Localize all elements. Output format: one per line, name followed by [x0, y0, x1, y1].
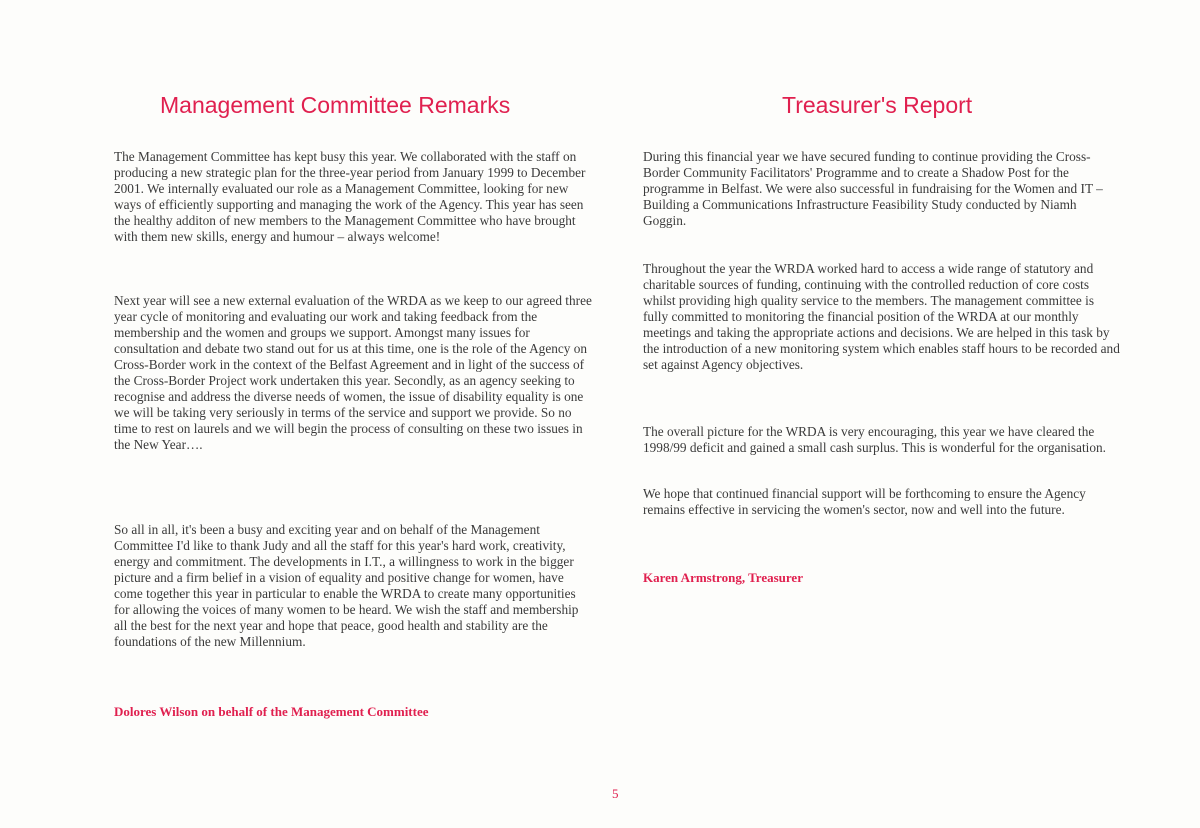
right-paragraph-3: The overall picture for the WRDA is very encouraging, this year we have cleared the 1998/99 deficit and gained a small cash surplus. This is wonderful for the organisation.: [643, 424, 1106, 455]
left-signature: Dolores Wilson on behalf of the Management Committee: [114, 704, 429, 719]
left-paragraph-2: Next year will see a new external evaluation of the WRDA as we keep to our agreed three year cycle of monitoring and evaluating our work and taking feedback from the membership and the women and groups we support. Amongst many issues for consultation and debate two stand out for us at this time, one is the role of the Agency on Cross-Border work in the context of the Belfast Agreement and in light of the success of the Cross-Border Project work undertaken this year. Secondly, as an agency seeking to recognise and address the diverse needs of women, the issue of disability equality is one we will be taking very seriously in terms of the service and support we provide. So no time to rest on laurels and we will begin the process of consulting on these two issues in the New Year….: [114, 293, 592, 452]
left-paragraph-3: So all in all, it's been a busy and exciting year and on behalf of the Management Committee I'd like to thank Judy and all the staff for this year's hard work, creativity, energy and commitment. The developments in I.T., a willingness to work in the bigger picture and a firm belief in a vision of equality and positive change for women, have come together this year in particular to enable the WRDA to create many opportunities for allowing the voices of many women to be heard. We wish the staff and membership all the best for the next year and hope that peace, good health and stability are the foundations of the new Millennium.: [114, 522, 579, 649]
right-signature: Karen Armstrong, Treasurer: [643, 570, 803, 585]
treasurers-report-title: Treasurer's Report: [782, 92, 973, 118]
page-number: 5: [612, 786, 619, 801]
right-paragraph-2: Throughout the year the WRDA worked hard to access a wide range of statutory and charitable sources of funding, continuing with the controlled reduction of core costs whilst providing high quality service to the members. The management committee is fully committed to monitoring the financial position of the WRDA at our monthly meetings and taking the appropriate actions and decisions. We are helped in this task by the introduction of a new monitoring system which enables staff hours to be recorded and set against Agency objectives.: [643, 261, 1120, 372]
right-paragraph-1: During this financial year we have secured funding to continue providing the Cross-Border Community Facilitators' Programme and to create a Shadow Post for the programme in Belfast. We were also successful in fundraising for the Women and IT – Building a Communications Infrastructure Feasibility Study conducted by Niamh Goggin.: [643, 149, 1103, 228]
management-committee-title: Management Committee Remarks: [160, 92, 511, 118]
right-paragraph-4: We hope that continued financial support will be forthcoming to ensure the Agency remains effective in servicing the women's sector, now and well into the future.: [643, 486, 1086, 517]
left-paragraph-1: The Management Committee has kept busy this year. We collaborated with the staff on producing a new strategic plan for the three-year period from January 1999 to December 2001. We internally evaluated our role as a Management Committee, looking for new ways of efficiently supporting and managing the work of the Agency. This year has seen the healthy additon of new members to the Management Committee who have brought with them new skills, energy and humour – always welcome!: [114, 149, 586, 244]
